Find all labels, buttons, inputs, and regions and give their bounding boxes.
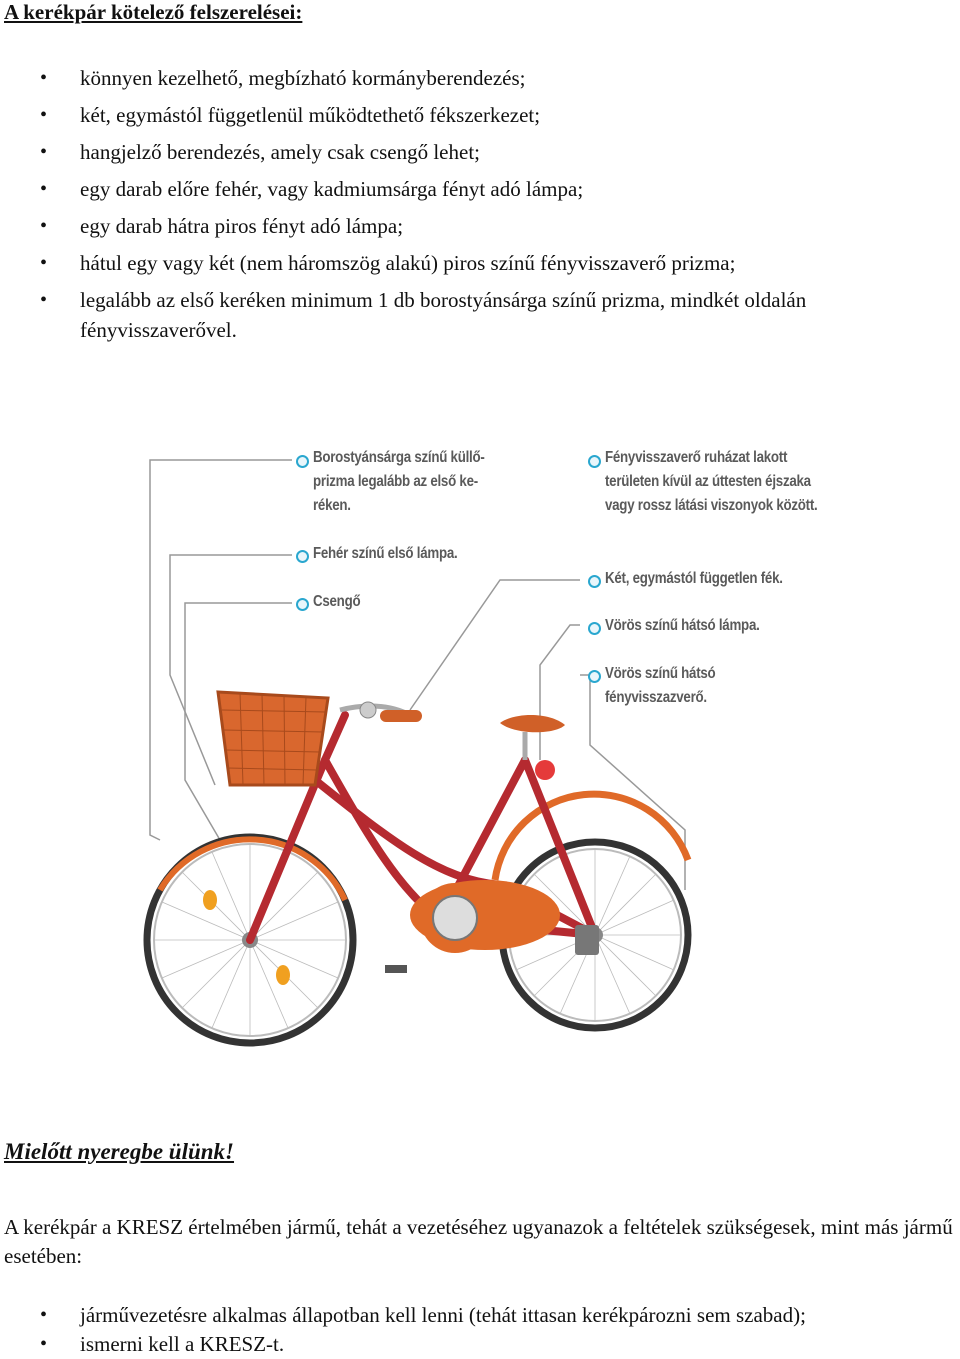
callout-marker-icon (296, 455, 309, 468)
list-item: • egy darab hátra piros fényt adó lámpa; (0, 211, 960, 248)
list-item: • hátul egy vagy két (nem háromszög alakú) piros színű fényvisszaverő prizma; (0, 248, 960, 285)
callout-marker-icon (588, 575, 601, 588)
saddle (500, 715, 565, 732)
list-item: • két, egymástól függetlenül működtethető fékszerkezet; (0, 100, 960, 137)
intro-paragraph: A kerékpár a KRESZ értelmében jármű, tehát a vezetéséhez ugyanazok a feltételek szükségesek, mint más jármű esetében: (4, 1215, 953, 1268)
requirements-list (0, 1301, 960, 1359)
callout-spoke-reflector: Borostyánsárga színű küllő-prizma legalább az első ke-réken. (313, 449, 485, 514)
callout-marker-icon (588, 455, 601, 468)
list-item: • ismerni kell a KRESZ-t. (0, 1330, 960, 1359)
rear-lamp (535, 760, 555, 780)
list-item: • könnyen kezelhető, megbízható kormányberendezés; (0, 63, 960, 100)
callout-front-lamp: Fehér színű első lámpa. (313, 545, 458, 562)
basket (218, 692, 328, 785)
bicycle-illustration (140, 440, 830, 1060)
callout-reflective-clothing: Fényvisszaverő ruházat lakott területen kívül az úttesten éjszaka vagy rossz látási viszonyok között. (605, 449, 818, 514)
section-title: Mielőtt nyeregbe ülünk! (4, 1139, 235, 1164)
callout-marker-icon (588, 670, 601, 683)
equipment-list (0, 63, 960, 345)
callout-rear-lamp: Vörös színű hátsó lámpa. (605, 617, 760, 634)
list-item: • járművezetésre alkalmas állapotban kell lenni (tehát ittasan kerékpározni sem szabad); (0, 1301, 960, 1330)
spoke-reflector (276, 965, 290, 985)
handlebar-grip (380, 710, 422, 722)
callout-rear-reflector: Vörös színű hátsó fényvisszazverő. (605, 665, 716, 706)
callout-marker-icon (296, 598, 309, 611)
callout-marker-icon (588, 622, 601, 635)
bell (360, 702, 376, 718)
spoke-reflector (203, 890, 217, 910)
callout-brakes: Két, egymástól független fék. (605, 570, 783, 587)
list-item: • egy darab előre fehér, vagy kadmiumsárga fényt adó lámpa; (0, 174, 960, 211)
list-item: • hangjelző berendezés, amely csak csengő lehet; (0, 137, 960, 174)
callout-bell: Csengő (313, 593, 361, 610)
callout-marker-icon (296, 550, 309, 563)
page-heading: A kerékpár kötelező felszerelései: (4, 0, 303, 24)
list-item: • legalább az első keréken minimum 1 db borostyánsárga színű prizma, mindkét oldalán fényvisszaverővel. (0, 285, 960, 345)
bicycle-figure (140, 440, 830, 1060)
